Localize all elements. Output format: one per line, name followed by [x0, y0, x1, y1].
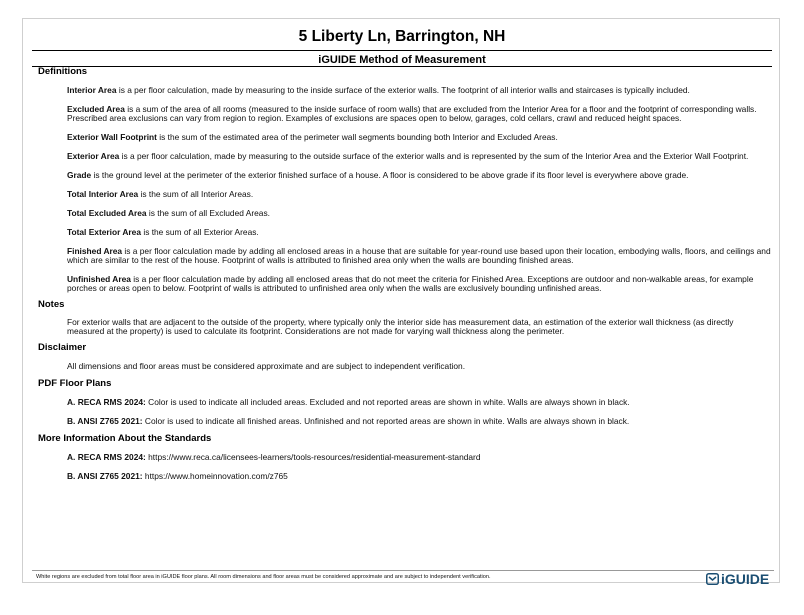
- def-total-exterior-area: [67, 228, 772, 237]
- def-finished-area: [67, 247, 772, 265]
- term: Interior Area: [67, 85, 117, 95]
- definition-text: is the ground level at the perimeter of the exterior finished surface of a house. A floor is considered to be above grade if its floor level is everywhere above grade.: [91, 170, 689, 180]
- term: B. ANSI Z765 2021:: [67, 416, 143, 426]
- definition-text: is the sum of all Interior Areas.: [138, 189, 254, 199]
- term: Exterior Area: [67, 151, 120, 161]
- def-unfinished-area: [67, 275, 772, 293]
- content: [38, 66, 772, 481]
- more-ansi-item: [67, 472, 772, 481]
- definition-text: is the sum of all Exterior Areas.: [141, 227, 259, 237]
- term: Total Interior Area: [67, 189, 139, 199]
- definition-text: is a per floor calculation, made by measuring to the outside surface of the exterior walls and is represented by the sum of the Interior Area and the Exterior Wall Footprint.: [119, 151, 749, 161]
- definition-text: is a sum of the area of all rooms (measured to the inside surface of room walls) that are excluded from the Interior Area for a floor and the footprint of corresponding walls. Prescribed area exclusions can vary from region to region. Examples of exclusions are spaces open to below, garages, cold cellars, crawl and reduced height spaces.: [67, 104, 757, 123]
- definition-text: is the sum of all Excluded Areas.: [146, 208, 270, 218]
- term: A. RECA RMS 2024:: [67, 452, 146, 462]
- def-exterior-wall-footprint: [67, 133, 772, 142]
- notes-heading: Notes: [38, 299, 65, 310]
- more-reca-item: [67, 453, 772, 462]
- reca-link[interactable]: https://www.reca.ca/licensees-learners/tools-resources/residential-measurement-standard: [145, 452, 481, 462]
- iguide-logo-icon: [706, 573, 719, 585]
- definition-text: is the sum of the estimated area of the perimeter wall segments bounding both Interior and Excluded Areas.: [156, 132, 558, 142]
- iguide-logo: [706, 571, 769, 587]
- term: Finished Area: [67, 246, 123, 256]
- logo-text: iGUIDE: [721, 571, 770, 587]
- title-rule: [32, 50, 772, 51]
- footer-text: White regions are excluded from total floor area in iGUIDE floor plans. All room dimensions and floor areas must be considered approximate and are subject to independent verification.: [36, 574, 491, 580]
- disclaimer-heading: Disclaimer: [38, 342, 87, 353]
- term: Total Exterior Area: [67, 227, 141, 237]
- notes-text: For exterior walls that are adjacent to the outside of the property, where typically only the interior side has measurement data, an estimation of the exterior wall thickness (as directly measured at the property) is used to calculate its footprint. Considerations are not made for varying wall thickness along the perimeter.: [67, 317, 734, 336]
- def-exterior-area: [67, 152, 772, 161]
- disclaimer-text: All dimensions and floor areas must be considered approximate and are subject to independent verification.: [67, 361, 466, 371]
- definitions-heading: Definitions: [38, 66, 88, 77]
- def-total-excluded-area: [67, 209, 772, 218]
- def-total-interior-area: [67, 190, 772, 199]
- ansi-link[interactable]: https://www.homeinnovation.com/z765: [142, 471, 288, 481]
- page-title: 5 Liberty Ln, Barrington, NH: [298, 28, 506, 45]
- term: A. RECA RMS 2024:: [67, 397, 146, 407]
- definition-text: is a per floor calculation made by adding all enclosed areas in a house that are suitable for year-round use based upon their location, embodying walls, floors, and ceilings and which are similar to the rest of the house. Footprint of walls is attributed to finished area only when the walls are bounding finished areas.: [67, 246, 771, 265]
- footer-rule: [32, 570, 774, 571]
- def-grade: [67, 171, 772, 180]
- item-text: Color is used to indicate all included areas. Excluded and not reported areas are shown in white. Walls are always shown in black.: [145, 397, 630, 407]
- definition-text: is a per floor calculation made by adding all enclosed areas that do not meet the criteria for Finished Area. Exceptions are outdoor and non-walkable areas, for example porches or areas open to below. Footprint of walls is attributed to unfinished area only when the walls are exclusively bounding unfinished areas.: [67, 274, 754, 293]
- term: Exterior Wall Footprint: [67, 132, 157, 142]
- term: B. ANSI Z765 2021:: [67, 471, 143, 481]
- definition-text: is a per floor calculation, made by measuring to the inside surface of the exterior walls. The footprint of all interior walls and staircases is typically included.: [116, 85, 690, 95]
- pdf-ansi-item: [67, 417, 772, 426]
- page-subtitle: iGUIDE Method of Measurement: [318, 54, 486, 66]
- def-interior-area: [67, 86, 772, 95]
- term: Excluded Area: [67, 104, 125, 114]
- def-excluded-area: [67, 105, 772, 123]
- pdf-reca-item: [67, 398, 772, 407]
- more-info-heading: More Information About the Standards: [38, 433, 212, 444]
- term: Grade: [67, 170, 92, 180]
- pdf-floor-plans-heading: PDF Floor Plans: [38, 378, 112, 389]
- item-text: Color is used to indicate all finished areas. Unfinished and not reported areas are shown in white. Walls are always shown in black.: [142, 416, 630, 426]
- term: Total Excluded Area: [67, 208, 147, 218]
- term: Unfinished Area: [67, 274, 131, 284]
